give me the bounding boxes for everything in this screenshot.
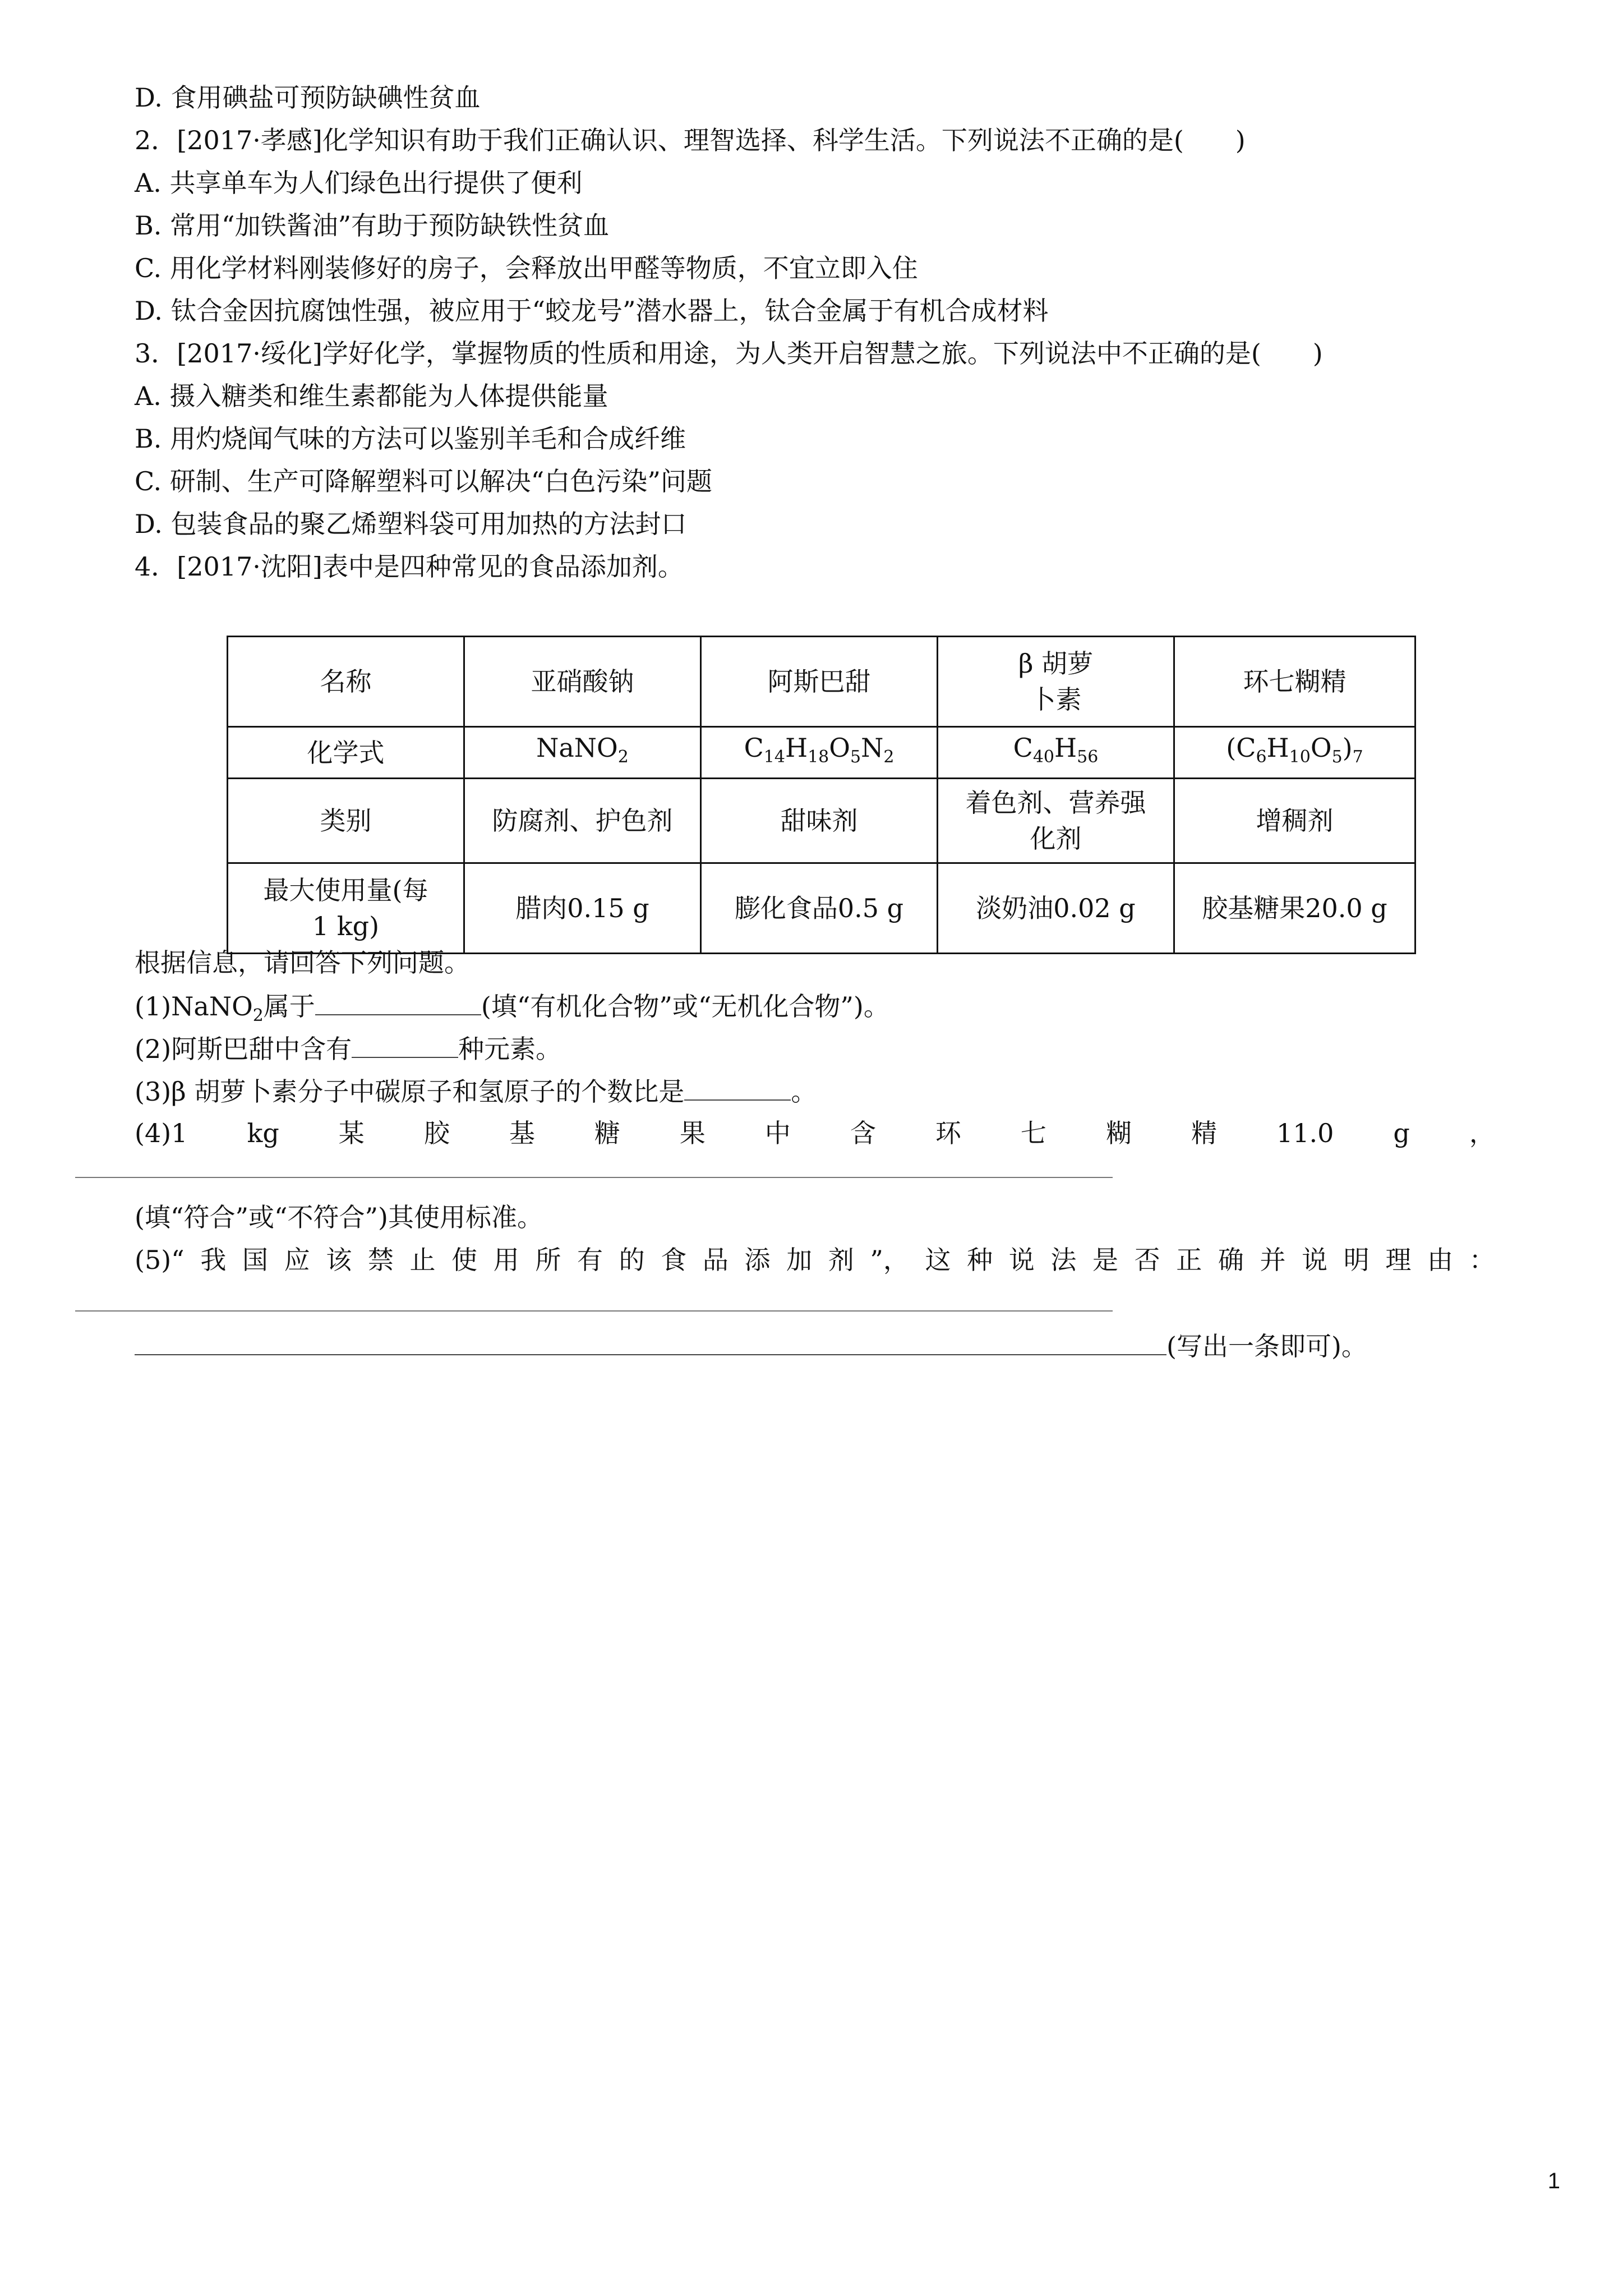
table-row-type <box>228 779 1415 863</box>
answer-5-blank-2[interactable] <box>135 1328 1166 1355</box>
formula-aspartame: $C_{14}H_{18}O_5N_2$ <box>701 727 938 779</box>
cell-aspartame: 阿斯巴甜 <box>701 637 938 727</box>
q3-option-b: B. 用灼烧闻气味的方法可以鉴别羊毛和合成纤维 <box>135 424 686 454</box>
formula-nano2: NaNO$_2$ <box>464 727 701 779</box>
q2-option-c: C. 用化学材料刚装修好的房子，会释放出甲醛等物质，不宜立即入住 <box>135 253 918 283</box>
answer-5-blank-1[interactable] <box>75 1310 1113 1312</box>
answer-4: (4)1 kg 某 胶 基 糖 果 中 含 环 七 糊 精 11.0 g ， <box>135 1118 1495 1148</box>
cell-max-cyclodextrin: 胶基糖果20.0 g <box>1174 863 1415 954</box>
cell-beta-carotene: β 胡萝 卜素 <box>938 637 1174 727</box>
question-4: 4．[2017·沈阳]表中是四种常见的食品添加剂。 <box>135 551 684 582</box>
cell-type-aspartame: 甜味剂 <box>701 779 938 863</box>
answer-5: (5)“ 我 国 应 该 禁 止 使 用 所 有 的 食 品 添 加 剂 ”， 这 种 说 法 是 否 正 确 并 说 明 理 由 ： <box>135 1245 1495 1275</box>
cell-max-aspartame: 膨化食品0.5 g <box>701 863 938 954</box>
question-2: 2．[2017·孝感]化学知识有助于我们正确认识、理智选择、科学生活。下列说法不正确的是( ) <box>135 125 1246 155</box>
answer-4-note: (填“符合”或“不符合”)其使用标准。 <box>135 1202 543 1232</box>
page-number: 1 <box>1547 2169 1560 2193</box>
cell-max-carotene: 淡奶油0.02 g <box>938 863 1174 954</box>
cell-type-label: 类别 <box>228 779 464 863</box>
cell-type-carotene: 着色剂、营养强 化剂 <box>938 779 1174 863</box>
q2-option-a: A. 共享单车为人们绿色出行提供了便利 <box>135 168 583 198</box>
cell-max-label: 最大使用量(每 1 kg) <box>228 863 464 954</box>
q2-option-d: D. 钛合金因抗腐蚀性强，被应用于“蛟龙号”潜水器上，钛合金属于有机合成材料 <box>135 296 1049 326</box>
cell-name-label: 名称 <box>228 637 464 727</box>
answer-5-line-2: (写出一条即可)。 <box>135 1328 1367 1363</box>
q3-option-a: A. 摄入糖类和维生素都能为人体提供能量 <box>135 381 608 411</box>
formula-carotene: $C_{40}H_{56}$ <box>938 727 1174 779</box>
answer-3: (3)β 胡萝卜素分子中碳原子和氢原子的个数比是 。 <box>135 1074 817 1108</box>
answer-1-blank[interactable] <box>315 988 481 1015</box>
q3-option-d: D. 包装食品的聚乙烯塑料袋可用加热的方法封口 <box>135 509 687 539</box>
answer-2-blank[interactable] <box>352 1031 458 1058</box>
cell-formula-label: 化学式 <box>228 727 464 779</box>
q3-option-c: C. 研制、生产可降解塑料可以解决“白色污染”问题 <box>135 466 712 496</box>
answer-1: (1)NaNO$_2$属于 (填“有机化合物”或“无机化合物”)。 <box>135 988 889 1033</box>
q1-option-d: D. 食用碘盐可预防缺碘性贫血 <box>135 82 481 113</box>
table-row-name <box>228 637 1415 727</box>
answer-3-blank[interactable] <box>684 1074 791 1101</box>
formula-cyclodextrin: $(C_6H_{10}O_5)_7$ <box>1174 727 1415 779</box>
cell-cyclodextrin: 环七糊精 <box>1174 637 1415 727</box>
answers-intro: 根据信息，请回答下列问题。 <box>135 947 470 978</box>
table-row-formula <box>228 727 1415 779</box>
cell-sodium-nitrite: 亚硝酸钠 <box>464 637 701 727</box>
food-additive-table <box>227 636 1416 954</box>
table-row-max-usage <box>228 863 1415 954</box>
answer-4-blank[interactable] <box>75 1177 1113 1178</box>
q2-option-b: B. 常用“加铁酱油”有助于预防缺铁性贫血 <box>135 210 610 241</box>
question-3: 3．[2017·绥化]学好化学，掌握物质的性质和用途，为人类开启智慧之旅。下列说法中不正确的是( ) <box>135 338 1323 369</box>
cell-type-nitrite: 防腐剂、护色剂 <box>464 779 701 863</box>
answer-2: (2)阿斯巴甜中含有 种元素。 <box>135 1031 561 1066</box>
cell-type-cyclodextrin: 增稠剂 <box>1174 779 1415 863</box>
cell-max-nitrite: 腊肉0.15 g <box>464 863 701 954</box>
